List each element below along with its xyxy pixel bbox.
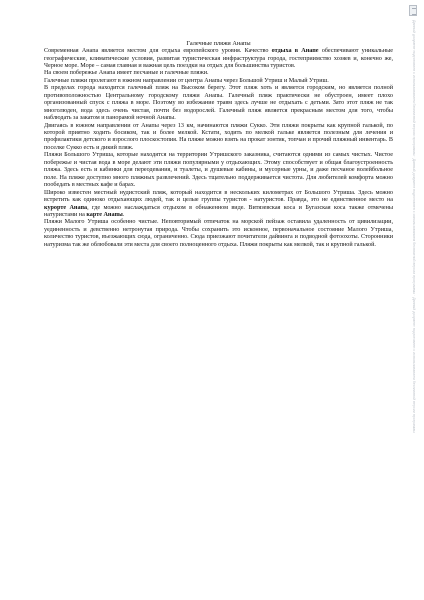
paragraph-intro-text-a: Современная Анапа является местом для отдыха европейского уровня. Качество: [44, 48, 272, 55]
paragraph-sukko: Двигаясь в южном направлении от Анапы через 13 км, начинаются пляжи Сукко. Эти пляжи покрыты как крупной галькой, по которой приятно ходить босиком, так и более мелкой. Кстати, ходить по мелкой гальке является полезным для лечения и профилактики детского и взрослого плоскостопия. На пляже можно взять на прокат зонтик, топчан и прочий пляжный инвентарь. В поселке Сукко есть и дикий пляж.: [44, 122, 393, 151]
paragraph-nudist-beach: [44, 190, 393, 220]
watermark-strip: [407, 0, 421, 600]
paragraph-pebble-direction: Галечные пляжи пролегают в южном направлении от центра Анапы через Большой Утриш и Малый Утриш.: [44, 77, 329, 84]
bold-phrase-map-of-anapa: карте Анапы: [86, 212, 123, 219]
document-body: [44, 40, 393, 249]
paragraph-high-shore: В пределах города находится галечный пляж на Высоком берегу. Этот пляж хоть и является городским, но является полной противоположностью Центральному городскому пляжи Анапы. Галечный пляж практически не обустроен, имеет плохо организованный спуск с пляжа в море. Поэтому во избежание травм здесь лучше не отдыхать с детьми. Зато этот пляж не так многолюден, вода здесь очень чистая, почти без водорослей. Галечный пляж является прекрасным местом для того, чтобы наблюдать за закатом и панорамой ночной Анапы.: [44, 85, 393, 122]
paragraph-intro-text-c: обеспечивают уникальные географические, климатические условия, развитая туристическая инфраструктура города, гостеприимство хозяев и, конечно же, Черное море. Море – самая главная и важная цель поездки на отдых для большинства туристов.: [44, 48, 393, 69]
document-title: Галечные пляжи Анапы: [186, 40, 251, 47]
paragraph-nudist-text-a: Широко известен местный нудистский пляж, который находится в нескольких километрах от Большого Утриша. Здесь можно встретить как одиноко отдыхающих людей, так и целые группы туристов - натуристов. Правда, это не единственное место на: [44, 189, 393, 204]
paragraph-beaches-types: На своем побережье Анапа имеет песчаные и галечные пляжи.: [44, 70, 209, 77]
bold-phrase-resort-anapa: курорте Анапа: [44, 204, 88, 211]
bold-phrase-rest-in-anapa: отдыха в Анапе: [271, 48, 319, 55]
document-logo-icon: [409, 5, 417, 16]
paragraph-nudist-text-e: .: [122, 212, 125, 219]
paragraph-nudist-text-c: , где можно наслаждаться отдыхом в обнаженном виде. Витязевская коса и Бугазская коса также отмечены натуристами на: [44, 204, 393, 219]
paragraph-bolshoy-utrish: Пляжи Большого Утриша, которые находятся на территории Утришского заказника, считаются одними из самых чистых. Чистое побережье и чистая вода в море делают эти пляжи популярными у отдыхающих. Этому способствует и общая благоустроенность пляжа. Здесь есть и кабинки для переодевания, и туалеты, и душевые кабины, и мусорные урны, и даже песчаное волейбольное поле. На пляже доступно много пляжных развлечений. Здесь тщательно поддерживается чистота. Для любителей комфорта можно пообедать в местных кафе и барах.: [44, 152, 393, 189]
paragraph-maly-utrish: Пляжи Малого Утриша особенно чистые. Неповторимый отпечаток на морской пейзаж оставила удаленность от цивилизации, уединенность и девственно нетронутая природа. Чтобы сохранить это исконное, первоначальное состояние Малого Утриша, количество туристов, въезжающих сюда, ограниченно. Сюда приезжают почитатели дайвинга и подводной фотоохоты. Сторонники натуризма так же облюбовали эти места для своего полноценного отдыха. Пляжи покрыты как мелкой, так и крупной галькой.: [44, 219, 393, 248]
paragraph-intro: [44, 48, 393, 70]
watermark-text: Данный документ подготовлен с использованием бесплатной версии программы · Данный документ подготовлен с использованием бесплатной версии программы · Данный документ подготовлен с использованием бесплатной версии программы: [412, 20, 416, 433]
